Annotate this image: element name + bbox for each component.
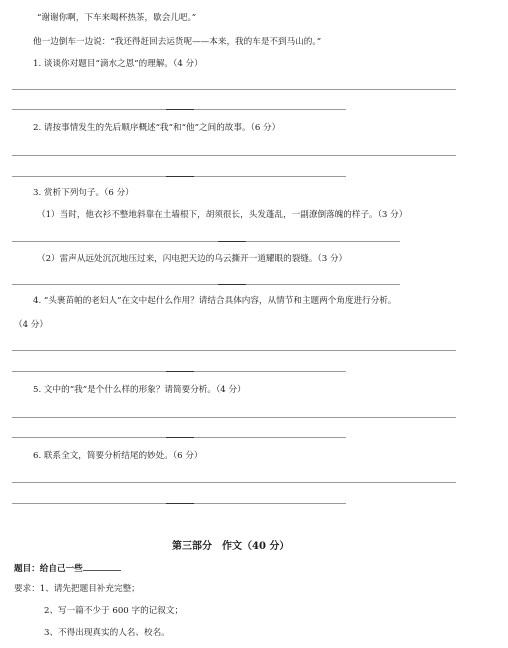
answer-line <box>12 284 400 285</box>
answer-line <box>12 241 400 242</box>
story-line-1: “谢谢你啊，下车来喝杯热茶，歇会儿吧。” <box>37 13 197 23</box>
answer-line-mark <box>166 503 194 504</box>
question-3-2: （2）雷声从远处沉沉地压过来，闪电把天边的乌云撕开一道耀眼的裂缝。（3 分） <box>37 254 348 264</box>
answer-line-mark <box>166 371 194 372</box>
requirement-2: 2、写一篇不少于 600 字的记叙文； <box>44 606 184 616</box>
answer-line <box>12 350 456 351</box>
story-line-2: 他一边倒车一边说：“我还得赶回去运货呢——本来，我的车是不到马山的。” <box>33 37 322 47</box>
requirement-1: 要求：1、请先把题目补充完整； <box>14 584 140 594</box>
answer-line <box>12 155 456 156</box>
composition-topic <box>14 561 121 575</box>
question-6: 6. 联系全文，简要分析结尾的妙处。（6 分） <box>33 451 203 461</box>
answer-line-mark <box>166 437 194 438</box>
topic-blank <box>83 561 121 571</box>
question-4-score: （4 分） <box>14 320 48 330</box>
answer-line-mark <box>218 284 246 285</box>
question-4: 4. “头裹苗帕的老妇人”在文中起什么作用？请结合具体内容，从情节和主题两个角度进行分析。 <box>33 296 397 306</box>
answer-line <box>12 417 456 418</box>
question-1: 1. 谈谈你对题目“滴水之恩”的理解。（4 分） <box>33 59 203 69</box>
answer-line-mark <box>218 241 246 242</box>
answer-line <box>12 482 456 483</box>
requirement-3: 3、不得出现真实的人名、校名。 <box>44 628 170 638</box>
question-2: 2. 请按事情发生的先后顺序概述“我”和“他”之间的故事。（6 分） <box>33 123 281 133</box>
answer-line <box>12 89 456 90</box>
question-3: 3. 赏析下列句子。（6 分） <box>33 188 134 198</box>
topic-label: 题目：给自己一些 <box>14 564 83 574</box>
answer-line-mark <box>166 176 194 177</box>
question-3-1: （1）当时，他衣衫不整地斜靠在土墙根下，胡须很长，头发蓬乱，一副潦倒落魄的样子。（3 分） <box>37 210 408 220</box>
question-5: 5. 文中的“我”是个什么样的形象？请简要分析。（4 分） <box>33 385 246 395</box>
section-title: 第三部分 作文（40 分） <box>172 541 290 552</box>
answer-line-mark <box>166 109 194 110</box>
